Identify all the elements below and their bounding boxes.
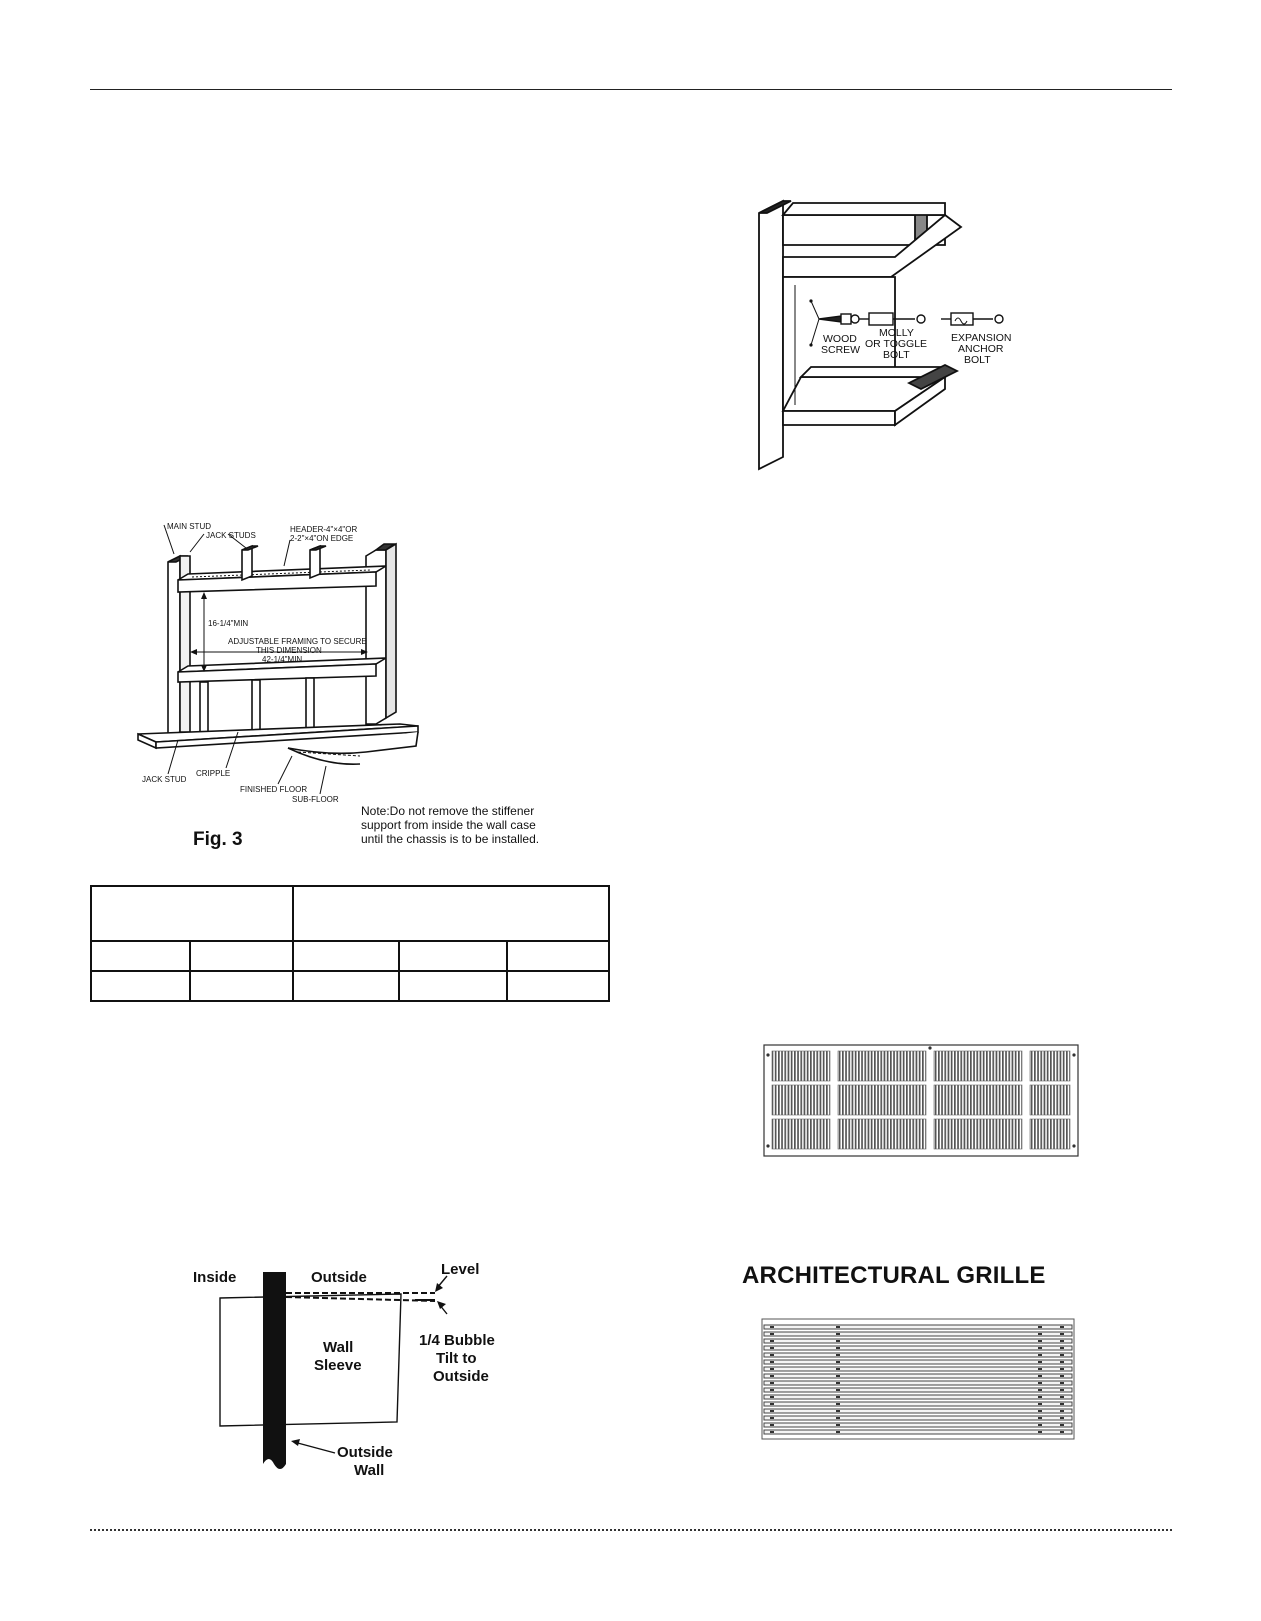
label-width-min: 42-1/4"MIN <box>262 655 303 664</box>
table-cell <box>293 971 399 1001</box>
label-bubble: 1/4 Bubble <box>419 1332 495 1349</box>
label-header-line2: 2-2"×4"ON EDGE <box>290 534 354 543</box>
table-row <box>91 941 609 971</box>
grille-slat-clip <box>770 1326 774 1328</box>
grille-slat-clip <box>770 1389 774 1391</box>
grille-slat-clip <box>836 1424 840 1426</box>
grille-slat <box>764 1409 1072 1413</box>
grille-slat-clip <box>1038 1375 1042 1377</box>
grille-slat-clip <box>770 1403 774 1405</box>
label-outside-wall-2: Wall <box>354 1462 385 1479</box>
label-sub-floor: SUB-FLOOR <box>292 795 339 804</box>
label-cripple: CRIPPLE <box>196 769 231 778</box>
header-rule <box>90 89 1172 90</box>
grille-slat <box>764 1388 1072 1392</box>
grille-slat-clip <box>1038 1361 1042 1363</box>
grille-slat-clip <box>836 1431 840 1433</box>
grille-slat <box>764 1325 1072 1329</box>
grille-slat-clip <box>836 1403 840 1405</box>
label-main-stud: MAIN STUD <box>167 522 211 531</box>
grille-slat-clip <box>836 1375 840 1377</box>
wall-sleeve-tilt-diagram <box>185 1256 515 1486</box>
grille-slat-clip <box>770 1417 774 1419</box>
grille-slat-clip <box>1038 1368 1042 1370</box>
grille-slat-clip <box>770 1340 774 1342</box>
table-row <box>91 886 609 941</box>
table-cell <box>91 941 190 971</box>
grille-slat <box>764 1353 1072 1357</box>
grille-slat-clip <box>836 1410 840 1412</box>
label-outside: Outside <box>311 1269 367 1286</box>
grille-slat-clip <box>1060 1361 1064 1363</box>
wall-framing-diagram <box>130 520 570 830</box>
grille-slat-clip <box>1060 1333 1064 1335</box>
label-adjustable-line1: ADJUSTABLE FRAMING TO SECURE <box>228 637 367 646</box>
grille-slat <box>764 1423 1072 1427</box>
grille-slat-clip <box>836 1326 840 1328</box>
label-tilt-outside: Outside <box>433 1368 489 1385</box>
label-molly: MOLLY <box>879 327 914 339</box>
grille-slat-clip <box>770 1431 774 1433</box>
grille-slat-clip <box>836 1368 840 1370</box>
grille-slat-clip <box>1038 1354 1042 1356</box>
label-or-toggle: OR TOGGLE <box>865 338 928 350</box>
grille-slat <box>764 1402 1072 1406</box>
grille-slat-clip <box>1038 1410 1042 1412</box>
standard-grille-image <box>762 1043 1080 1158</box>
grille-slat <box>764 1339 1072 1343</box>
grille-slat-clip <box>1060 1340 1064 1342</box>
fig3-note-line: Note:Do not remove the stiffener <box>361 804 535 818</box>
grille-slat-clip <box>1038 1403 1042 1405</box>
label-height-min: 16-1/4"MIN <box>208 619 249 628</box>
grille-slat <box>764 1381 1072 1385</box>
label-screw: SCREW <box>821 344 861 356</box>
table-cell <box>399 971 507 1001</box>
label-inside: Inside <box>193 1269 237 1286</box>
grille-slat-clip <box>836 1354 840 1356</box>
grille-slat-clip <box>1038 1347 1042 1349</box>
label-wall: Wall <box>323 1339 354 1356</box>
grille-slat-clip <box>770 1375 774 1377</box>
label-outside-wall-1: Outside <box>337 1444 393 1461</box>
table-cell <box>293 886 609 941</box>
label-adjustable-line2: THIS DIMENSION <box>256 646 322 655</box>
label-wood: WOOD <box>823 333 857 345</box>
fig3-note <box>361 804 561 846</box>
grille-slat <box>764 1360 1072 1364</box>
table-cell <box>190 971 293 1001</box>
grille-slat-clip <box>1060 1382 1064 1384</box>
grille-slat-clip <box>1038 1396 1042 1398</box>
grille-slat-clip <box>836 1396 840 1398</box>
grille-slat-clip <box>1038 1333 1042 1335</box>
grille-slat <box>764 1367 1072 1371</box>
grille-slat-clip <box>836 1417 840 1419</box>
grille-slat-clip <box>1038 1389 1042 1391</box>
table-cell <box>507 941 609 971</box>
grille-slat-clip <box>1060 1326 1064 1328</box>
specification-table <box>90 885 610 1002</box>
label-level: Level <box>441 1261 480 1278</box>
grille-slat-clip <box>1060 1431 1064 1433</box>
table-cell <box>293 941 399 971</box>
grille-slat <box>764 1416 1072 1420</box>
grille-slat <box>764 1346 1072 1350</box>
wall-case-fasteners-diagram <box>745 195 1045 475</box>
grille-slat-clip <box>1038 1431 1042 1433</box>
grille-slat <box>764 1430 1072 1434</box>
grille-slat-clip <box>1060 1368 1064 1370</box>
grille-slat-clip <box>770 1368 774 1370</box>
grille-slat-clip <box>836 1361 840 1363</box>
grille-slat-clip <box>770 1396 774 1398</box>
table-cell <box>91 886 293 941</box>
grille-slat-clip <box>770 1354 774 1356</box>
grille-slat-clip <box>1038 1382 1042 1384</box>
label-jack-stud: JACK STUD <box>142 775 187 784</box>
grille-slat-clip <box>770 1424 774 1426</box>
label-expansion: EXPANSION <box>951 332 1012 344</box>
fig3-note-line: support from inside the wall case <box>361 818 536 832</box>
grille-slat-clip <box>1038 1340 1042 1342</box>
architectural-grille-title: ARCHITECTURAL GRILLE <box>742 1262 1046 1289</box>
grille-slat-clip <box>836 1347 840 1349</box>
grille-slat-clip <box>1060 1396 1064 1398</box>
grille-slat-clip <box>1060 1424 1064 1426</box>
grille-slat-clip <box>770 1382 774 1384</box>
grille-slat-clip <box>1038 1326 1042 1328</box>
fig3-note-line: until the chassis is to be installed. <box>361 832 540 846</box>
grille-slat-clip <box>770 1361 774 1363</box>
table-row <box>91 971 609 1001</box>
grille-slat-clip <box>770 1410 774 1412</box>
table-cell <box>190 941 293 971</box>
grille-slat-clip <box>836 1333 840 1335</box>
label-sleeve: Sleeve <box>314 1357 362 1374</box>
grille-slat-clip <box>1060 1417 1064 1419</box>
label-jack-studs: JACK STUDS <box>206 531 256 540</box>
grille-slat <box>764 1374 1072 1378</box>
label-finished-floor: FINISHED FLOOR <box>240 785 308 794</box>
grille-slat-clip <box>1060 1403 1064 1405</box>
table-cell <box>507 971 609 1001</box>
grille-slat-clip <box>1060 1354 1064 1356</box>
label-header-line1: HEADER-4"×4"OR <box>290 525 358 534</box>
grille-slat-clip <box>1060 1347 1064 1349</box>
label-molly-bolt: BOLT <box>883 349 910 361</box>
grille-slat-clip <box>1060 1410 1064 1412</box>
label-anchor: ANCHOR <box>958 343 1004 355</box>
table-cell <box>91 971 190 1001</box>
grille-slat-clip <box>1038 1417 1042 1419</box>
grille-slat-clip <box>1060 1375 1064 1377</box>
fig3-caption: Fig. 3 <box>193 829 243 850</box>
grille-slat-clip <box>836 1340 840 1342</box>
grille-slat-clip <box>770 1333 774 1335</box>
label-tilt-to: Tilt to <box>436 1350 477 1367</box>
grille-slat-clip <box>1038 1424 1042 1426</box>
grille-slat-clip <box>836 1389 840 1391</box>
label-anchor-bolt: BOLT <box>964 354 991 366</box>
footer-rule <box>90 1529 1172 1531</box>
grille-slat-clip <box>1060 1389 1064 1391</box>
architectural-grille-image <box>760 1317 1076 1442</box>
table-cell <box>399 941 507 971</box>
grille-slat <box>764 1332 1072 1336</box>
grille-slat-clip <box>836 1382 840 1384</box>
grille-slat-clip <box>770 1347 774 1349</box>
grille-slat <box>764 1395 1072 1399</box>
